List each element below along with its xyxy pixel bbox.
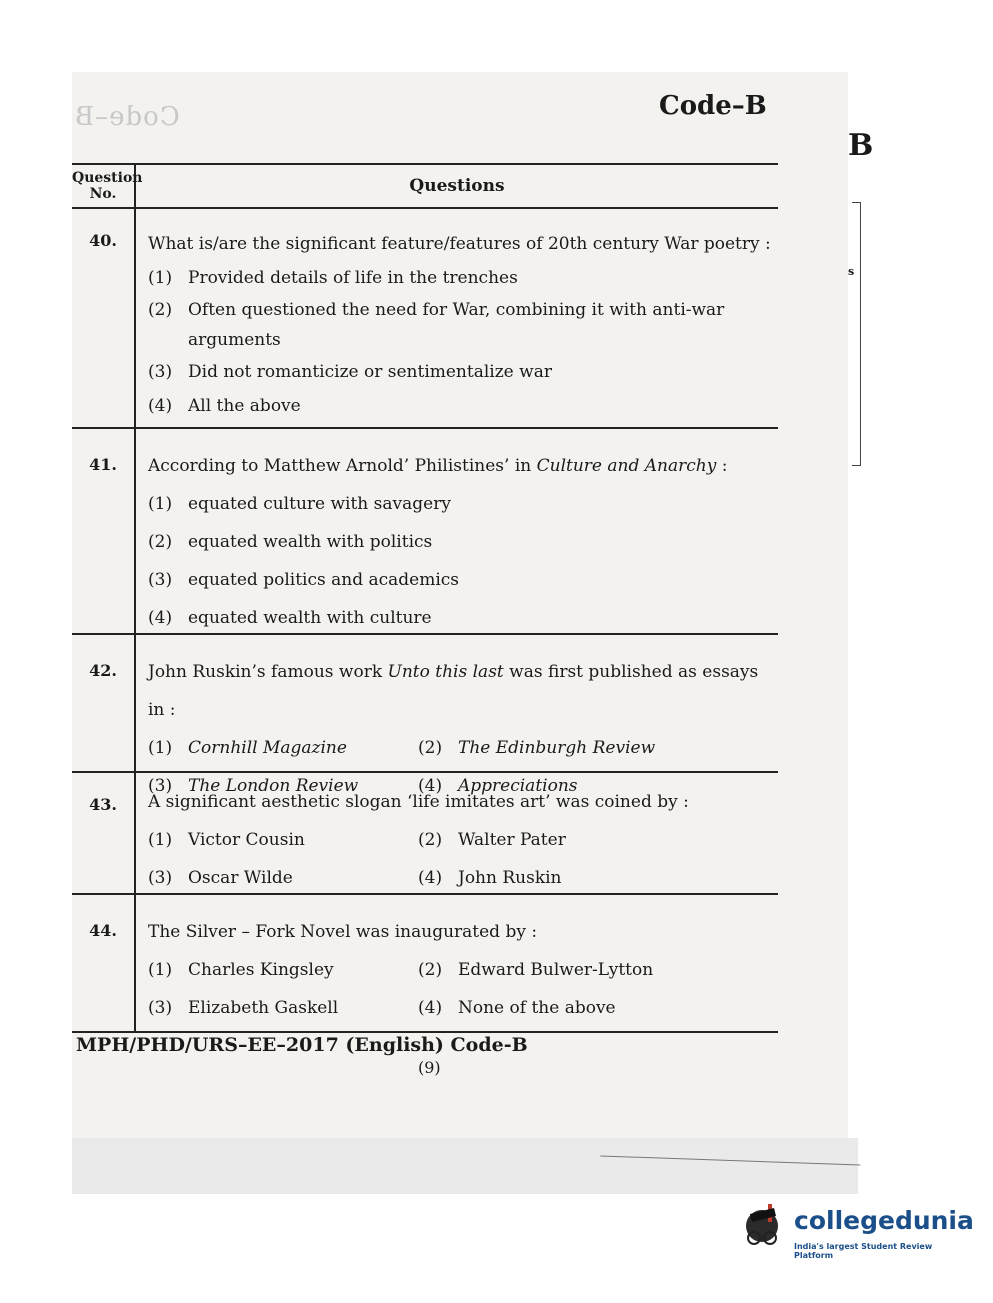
option-label: (3) bbox=[148, 776, 173, 796]
option bbox=[418, 729, 688, 767]
option bbox=[418, 989, 688, 1027]
option-label: (4) bbox=[418, 998, 443, 1018]
question-row-44 bbox=[72, 895, 778, 1033]
option-label: (1) bbox=[148, 268, 173, 288]
option-text: Did not romanticize or sentimentalize war bbox=[188, 362, 552, 382]
option-label: (3) bbox=[148, 868, 173, 888]
option bbox=[418, 951, 688, 989]
questions-table bbox=[72, 163, 778, 1033]
option bbox=[148, 729, 418, 767]
stem-text: : bbox=[716, 456, 728, 476]
option-label: (2) bbox=[418, 738, 443, 758]
option bbox=[418, 821, 688, 859]
adjacent-page-table-edge bbox=[852, 202, 861, 466]
option-text: Oscar Wilde bbox=[188, 868, 293, 888]
adjacent-page-letter: B bbox=[848, 128, 874, 163]
option-label: (2) bbox=[418, 830, 443, 850]
option-label: (2) bbox=[418, 960, 443, 980]
option-label: (3) bbox=[148, 362, 173, 382]
option-label: (3) bbox=[148, 998, 173, 1018]
option-text: Provided details of life in the trenches bbox=[188, 268, 518, 288]
option-text: John Ruskin bbox=[458, 868, 562, 888]
question-number: 40. bbox=[72, 209, 136, 427]
option-text: Victor Cousin bbox=[188, 830, 305, 850]
header-question-no: Question No. bbox=[72, 165, 136, 207]
option-label: (4) bbox=[418, 776, 443, 796]
option-label: (2) bbox=[148, 300, 173, 320]
question-body bbox=[136, 429, 778, 633]
option-label: (4) bbox=[148, 608, 173, 628]
question-stem: The Silver – Fork Novel was inaugurated by : bbox=[148, 922, 538, 942]
header-questions: Questions bbox=[409, 176, 505, 196]
adjacent-page-edge bbox=[848, 72, 993, 1172]
option-pair bbox=[148, 729, 778, 767]
option-label: (4) bbox=[418, 868, 443, 888]
option bbox=[148, 599, 778, 637]
page-number: (9) bbox=[418, 1058, 441, 1077]
option-text: equated politics and academics bbox=[188, 570, 460, 590]
option bbox=[148, 561, 778, 599]
option-text: equated wealth with politics bbox=[188, 532, 433, 552]
option-text: All the above bbox=[188, 396, 301, 416]
mascot-icon bbox=[736, 1198, 792, 1258]
question-number: 41. bbox=[72, 429, 136, 633]
option-label: (1) bbox=[148, 738, 173, 758]
collegedunia-logo bbox=[736, 1198, 974, 1260]
work-title: Culture and Anarchy bbox=[536, 456, 717, 476]
question-row-42 bbox=[72, 635, 778, 796]
option bbox=[418, 859, 688, 897]
option bbox=[148, 989, 418, 1027]
option bbox=[148, 261, 778, 295]
option bbox=[148, 821, 418, 859]
option-text: The Edinburgh Review bbox=[458, 738, 656, 758]
option-text: Cornhill Magazine bbox=[188, 738, 347, 758]
paper-footer: MPH/PHD/URS–EE–2017 (English) Code-B bbox=[76, 1034, 528, 1056]
option bbox=[148, 389, 778, 423]
stem-text: was first published as essays in : bbox=[148, 662, 759, 720]
question-number: 44. bbox=[72, 895, 136, 1031]
option bbox=[148, 485, 778, 523]
question-body bbox=[136, 773, 778, 893]
option bbox=[148, 295, 778, 355]
option-pair bbox=[148, 859, 778, 897]
table-header bbox=[72, 165, 778, 209]
question-stem: A significant aesthetic slogan ‘life imitates art’ was coined by : bbox=[148, 792, 689, 812]
option-label: (3) bbox=[148, 570, 173, 590]
option-text: Edward Bulwer-Lytton bbox=[458, 960, 654, 980]
question-number: 42. bbox=[72, 635, 136, 771]
option-text: None of the above bbox=[458, 998, 616, 1018]
option-label: (4) bbox=[148, 396, 173, 416]
question-number: 43. bbox=[72, 773, 136, 893]
logo-brand: collegedunia bbox=[794, 1206, 974, 1235]
question-body bbox=[136, 209, 778, 427]
option-text: equated wealth with culture bbox=[188, 608, 432, 628]
bleed-through-code: Code–B bbox=[74, 102, 180, 132]
option-label: (1) bbox=[148, 960, 173, 980]
option bbox=[148, 355, 778, 389]
option bbox=[148, 859, 418, 897]
paper-code: Code–B bbox=[659, 91, 767, 121]
option-text: Appreciations bbox=[458, 776, 578, 796]
option bbox=[148, 523, 778, 561]
option-text: Elizabeth Gaskell bbox=[188, 998, 339, 1018]
option-text: The London Review bbox=[188, 776, 359, 796]
option-pair bbox=[148, 821, 778, 859]
question-row-40 bbox=[72, 209, 778, 429]
adjacent-page-s: s bbox=[848, 265, 855, 278]
question-row-41 bbox=[72, 429, 778, 635]
question-row-43 bbox=[72, 773, 778, 895]
option-label: (1) bbox=[148, 830, 173, 850]
stem-text: John Ruskin’s famous work bbox=[148, 662, 388, 682]
option-text: Walter Pater bbox=[458, 830, 566, 850]
work-title: Unto this last bbox=[387, 662, 504, 682]
option-text: equated culture with savagery bbox=[188, 494, 451, 514]
question-stem bbox=[148, 447, 778, 485]
question-stem bbox=[148, 653, 778, 729]
stem-text: According to Matthew Arnold’ Philistines’ in bbox=[148, 456, 537, 476]
question-stem: What is/are the significant feature/features of 20th century War poetry : bbox=[148, 234, 771, 254]
option bbox=[148, 951, 418, 989]
option-text: Charles Kingsley bbox=[188, 960, 334, 980]
logo-tagline: India's largest Student Review Platform bbox=[794, 1242, 933, 1260]
option-label: (2) bbox=[148, 532, 173, 552]
option-text: Often questioned the need for War, combining it with anti-war arguments bbox=[188, 300, 725, 350]
option-label: (1) bbox=[148, 494, 173, 514]
option-pair bbox=[148, 989, 778, 1027]
option-pair bbox=[148, 951, 778, 989]
question-body bbox=[136, 895, 778, 1031]
question-body bbox=[136, 635, 778, 796]
